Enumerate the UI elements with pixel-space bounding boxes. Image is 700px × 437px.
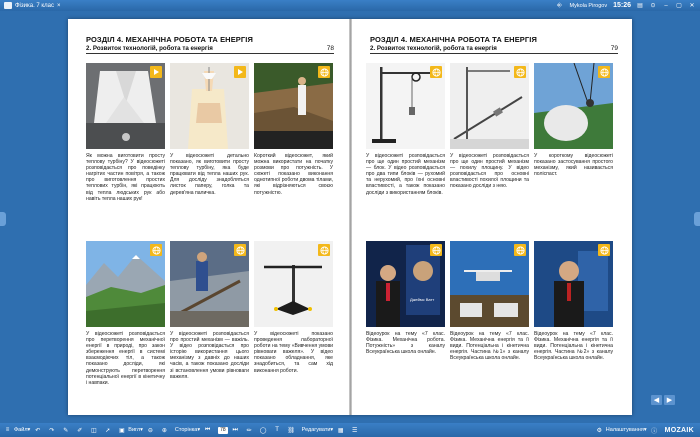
share-icon[interactable]: ⎆ — [557, 2, 562, 9]
video-thumbnail[interactable] — [254, 63, 333, 149]
card-description: У відеосюжеті розповідається про ще один простий механізм — блок. У відео розповідається про два типи блоків — рухомий та нерухомий, про їхні основні властивості, а також показано досліди з використанням блоків. — [366, 153, 445, 196]
menu-icon: ≡ — [5, 427, 10, 433]
card-description: Відеоурок на тему «7 клас. Фізика. Механічна робота. Потужність» з каналу Всеукраїнська школа онлайн. — [366, 331, 445, 356]
right-panel-handle[interactable] — [694, 212, 700, 226]
book-tab-icon — [4, 2, 12, 9]
media-card[interactable] — [534, 63, 613, 177]
first-page-button[interactable] — [204, 427, 214, 434]
page-menu-label: Сторінка — [174, 427, 198, 433]
page-number: 79 — [610, 45, 618, 52]
zoom-out-button[interactable] — [147, 427, 157, 434]
video-thumbnail[interactable] — [86, 63, 165, 149]
globe-icon — [432, 246, 441, 255]
user-name[interactable]: Mykola Pirogov — [569, 2, 608, 9]
page-78 — [68, 19, 348, 415]
page-navigation — [651, 395, 675, 405]
redo-icon: ↷ — [49, 427, 55, 434]
card-description: Короткий відеосюжет, який можна використати на початку розмови про потужність. У сюжеті показано виконання однотипної роботи двома тілами, які відрізняються своєю потужністю. — [254, 153, 333, 196]
video-thumbnail[interactable] — [86, 241, 165, 327]
page-number-value: 78 — [220, 426, 226, 433]
file-menu-label: Файл — [14, 427, 28, 433]
eraser-tool[interactable] — [90, 427, 100, 434]
page-number-input[interactable] — [218, 427, 228, 434]
globe-badge[interactable] — [150, 244, 162, 256]
marker-icon: ✐ — [77, 427, 83, 434]
view-icon: ▣ — [118, 427, 125, 434]
last-page-button[interactable] — [232, 427, 242, 434]
media-card[interactable] — [366, 63, 445, 196]
card-description: У відеосюжеті детально показано, як виготовити просту теплову турбіну, яка буде працювати від тепла наших рук. Для досліду знадобляться листок паперу, голка та дерев'яна паличка. — [170, 153, 249, 196]
globe-icon — [320, 68, 329, 77]
pin-icon[interactable]: ⊙ — [650, 2, 656, 9]
stack-tool[interactable] — [351, 427, 361, 434]
undo-icon: ↶ — [35, 427, 41, 434]
zoom-in-button[interactable] — [161, 427, 171, 434]
edit-menu[interactable]: Редагувати ▾ — [301, 427, 334, 433]
bottom-toolbar — [0, 423, 700, 437]
media-card[interactable] — [170, 241, 249, 380]
media-card[interactable] — [534, 241, 613, 361]
tab-close-icon[interactable]: × — [56, 2, 61, 9]
card-description: У відеосюжеті розповідається про простий механізм — важіль. У відео розповідається про історію використання цього механізму з давніх до наших часів, а також показано досліди зі встановлення умови рівноваги важеля. — [170, 331, 249, 380]
media-card[interactable] — [86, 63, 165, 202]
globe-icon — [236, 246, 245, 255]
undo-button[interactable] — [34, 427, 44, 434]
section-title: 2. Розвиток технологій, робота та енергія — [86, 45, 213, 52]
card-description: У відеосюжеті розповідається про перетворення механічної енергії в природі, про закон збереження енергії в системі взаємодіючих тіл, а також показано досліди, які демонструють перетворення потенціальної енергії в кінетичну і навпаки. — [86, 331, 165, 386]
shapes-icon: ◯ — [259, 427, 267, 434]
settings-icon: ⚙ — [596, 427, 602, 434]
info-button[interactable] — [651, 427, 661, 434]
globe-badge[interactable] — [318, 244, 330, 256]
globe-icon — [516, 246, 525, 255]
last-page-icon: ⏭ — [232, 426, 238, 433]
globe-icon — [600, 246, 609, 255]
page-number: 78 — [326, 45, 334, 52]
media-card[interactable] — [450, 63, 529, 190]
layers-icon: ☰ — [351, 427, 358, 434]
globe-badge[interactable] — [318, 66, 330, 78]
video-thumbnail[interactable] — [366, 241, 445, 327]
media-card[interactable] — [254, 63, 333, 196]
globe-icon — [320, 246, 329, 255]
card-description: У відеосюжеті показано проведення лабораторної роботи на тему «Вивчення умови рівноваги важеля». У відео показано обладнання, яке знадобиться, та сам хід виконання роботи. — [254, 331, 333, 374]
card-description: Як можна виготовити просту теплову турбіну? У відеосюжеті розповідається про поведінку нагрітих частин повітря, а також про виготовлення простих теплових турбін, які працюють від тепла людських рук або навіть тепла наших рук! — [86, 153, 165, 202]
edit-menu-label: Редагувати — [301, 427, 331, 433]
card-description: Відеоурок на тему «7 клас. Фізика. Механічна енергія та її види. Потенціальна і кінетична енергія. Частина №2» з каналу Всеукраїнська школа онлайн. — [534, 331, 613, 362]
video-thumbnail[interactable] — [170, 63, 249, 149]
grid-tool[interactable] — [337, 427, 347, 434]
globe-icon — [516, 68, 525, 77]
media-card[interactable] — [450, 241, 529, 361]
maximize-icon[interactable]: ▢ — [676, 2, 682, 9]
close-icon[interactable]: ✕ — [689, 2, 695, 9]
book-spread — [68, 19, 632, 415]
play-badge[interactable] — [234, 66, 246, 78]
header-rule — [86, 53, 334, 54]
video-caption: Джеймс Ватт — [410, 297, 435, 302]
book-tab-title[interactable]: Фізика. 7 клас — [15, 2, 54, 9]
media-card[interactable] — [254, 241, 333, 374]
grid-icon: ▦ — [337, 427, 344, 434]
video-thumbnail[interactable] — [534, 241, 613, 327]
pointer-tool[interactable] — [104, 427, 114, 434]
play-badge[interactable] — [150, 66, 162, 78]
mozaik-logo: MOZAIK — [664, 426, 694, 434]
view-menu[interactable]: ▣ Вигл ▾ — [118, 427, 143, 434]
chapter-title: РОЗДІЛ 4. МЕХАНІЧНА РОБОТА ТА ЕНЕРГІЯ — [86, 35, 253, 44]
video-thumbnail[interactable] — [450, 241, 529, 327]
clock: 15:26 — [613, 2, 631, 9]
page-menu[interactable]: Сторінка ▾ — [174, 427, 201, 433]
redo-button[interactable] — [48, 427, 58, 434]
globe-badge[interactable] — [514, 66, 526, 78]
card-description: Відеоурок на тему «7 клас. Фізика. Механічна енергія та її види. Потенціальна і кінетична енергія. Частина №1» з каналу Всеукраїнська школа онлайн. — [450, 331, 529, 362]
left-panel-handle[interactable] — [0, 212, 6, 226]
next-page-button[interactable]: ▶ — [664, 395, 675, 405]
highlighter-icon: ✏ — [246, 427, 252, 434]
first-page-icon: ⏮ — [204, 426, 211, 433]
video-thumbnail[interactable] — [450, 63, 529, 149]
globe-icon — [152, 246, 161, 255]
marker-tool[interactable] — [76, 427, 86, 434]
globe-badge[interactable] — [430, 66, 442, 78]
globe-badge[interactable] — [430, 244, 442, 256]
pen-tool[interactable] — [62, 427, 72, 434]
shapes-tool[interactable] — [260, 427, 270, 434]
video-thumbnail[interactable] — [254, 241, 333, 327]
zoom-out-icon: ⊖ — [147, 427, 153, 434]
file-menu[interactable]: ≡ Файл ▾ — [5, 427, 31, 433]
header-rule — [370, 53, 618, 54]
globe-badge[interactable] — [598, 244, 610, 256]
previous-page-button[interactable]: ◀ — [651, 395, 662, 405]
link-tool[interactable] — [288, 427, 298, 434]
link-icon: ⛓ — [287, 427, 295, 434]
globe-badge[interactable] — [234, 244, 246, 256]
globe-badge[interactable] — [514, 244, 526, 256]
text-icon: T — [275, 427, 279, 433]
card-description: У відеосюжеті розповідається про ще один простий механізм — похилу площину. У відео розповідається про основні властивості похилої площини та показано досліди з нею. — [450, 153, 529, 190]
section-title: 2. Розвиток технологій, робота та енергія — [370, 45, 497, 52]
minimize-icon[interactable]: – — [664, 2, 668, 9]
eraser-icon: ◫ — [90, 427, 97, 434]
play-icon — [154, 69, 159, 75]
globe-badge[interactable] — [598, 66, 610, 78]
notifications-icon[interactable]: ▤ — [637, 2, 643, 9]
pen-icon: ✎ — [63, 427, 69, 434]
card-description: У короткому відеосюжеті показано застосування простого механізму, який називається поліспаст. — [534, 153, 613, 178]
view-menu-label: Вигл — [128, 427, 141, 433]
media-card[interactable] — [86, 241, 165, 386]
zoom-in-icon: ⊕ — [161, 427, 167, 434]
pointer-icon: ➚ — [105, 427, 111, 434]
info-icon: ⓘ — [651, 428, 658, 435]
globe-icon — [600, 68, 609, 77]
media-card[interactable] — [170, 63, 249, 196]
play-icon — [238, 69, 243, 75]
video-thumbnail[interactable] — [170, 241, 249, 327]
title-bar — [0, 0, 700, 11]
page-79 — [352, 19, 632, 415]
video-thumbnail[interactable] — [534, 63, 613, 149]
media-card[interactable] — [366, 241, 445, 355]
highlighter-tool[interactable] — [246, 427, 256, 434]
settings-menu[interactable]: ⚙ Налаштування ▾ — [596, 427, 647, 434]
chapter-title: РОЗДІЛ 4. МЕХАНІЧНА РОБОТА ТА ЕНЕРГІЯ — [370, 35, 537, 44]
text-tool[interactable] — [274, 427, 284, 434]
video-thumbnail[interactable] — [366, 63, 445, 149]
globe-icon — [432, 68, 441, 77]
settings-menu-label: Налаштування — [605, 427, 644, 433]
